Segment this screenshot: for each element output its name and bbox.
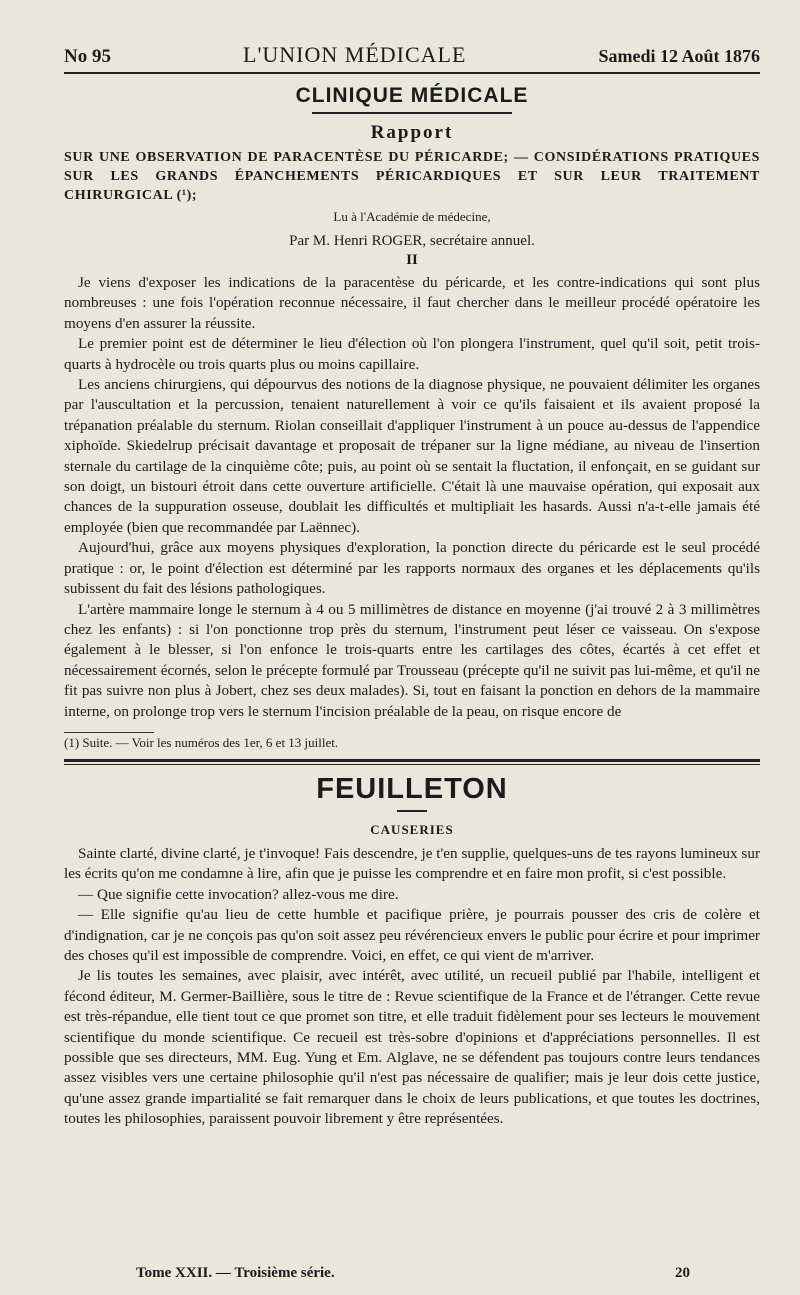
page-footer bbox=[136, 1265, 690, 1282]
paragraph: L'artère mammaire longe le sternum à 4 ou 5 millimètres de distance en moyenne (j'ai trouvé 2 à 3 millimètres chez les enfants) : si l'on ponctionne trop près du sternum, l'instrument peut léser ce vaisseau. On s'expose également à le blesser, si l'on enfonce le trois-quarts entre les cartilages des côtes, écartés à cet effet et nécessairement écornés, selon le précepte formulé par Trousseau (précepte qu'il ne suivit pas lui-même, et qu'il ne fit pas suivre non plus à Jobert, chez ses deux malades). Si, tout en faisant la ponction en dehors de la mammaire interne, on prolonge trop vers le sternum l'incision préalable de la peau, on risque encore de bbox=[64, 600, 760, 720]
feuilleton-body bbox=[64, 844, 760, 1130]
paragraph: Sainte clarté, divine clarté, je t'invoque! Fais descendre, je t'en supplie, quelques-uns de tes rayons lumineux sur les écrits qu'on me condamne à lire, afin que je puisse les comprendre et en faire mon profit, si c'est possible. bbox=[64, 844, 760, 883]
issue-date: Samedi 12 Août 1876 bbox=[598, 46, 760, 66]
article-body bbox=[64, 273, 760, 722]
paragraph: — Elle signifie qu'au lieu de cette humble et pacifique prière, je pourrais pousser des cris de colère et d'indignation, car je ne conçois pas qu'on soit assez peu révérencieux envers le public pour écrire et pour imprimer des choses qu'il est impossible de comprendre. Voici, en effet, ce qui vient de m'arriver. bbox=[64, 906, 760, 964]
title-rule bbox=[312, 112, 512, 114]
paragraph: Je viens d'exposer les indications de la paracentèse du péricarde, et les contre-indications qui sont plus nombreuses : une fois l'opération reconnue nécessaire, il faut chercher dans le meilleur procédé opératoire les moyens d'en assurer la réussite. bbox=[64, 274, 760, 332]
column-title: CAUSERIES bbox=[370, 821, 454, 837]
section-divider bbox=[64, 759, 760, 765]
read-at-line: Lu à l'Académie de médecine, bbox=[333, 209, 491, 224]
part-numeral: II bbox=[406, 252, 418, 268]
title-rule bbox=[397, 810, 427, 812]
footnote-rule bbox=[64, 732, 154, 733]
report-title: Rapport bbox=[370, 122, 454, 143]
paragraph: Aujourd'hui, grâce aux moyens physiques d'exploration, la ponction directe du péricarde est le seul procédé pratique : or, le point d'élection est déterminé par les rapports normaux des organes et les déplacements qu'ils subissent du fait des lésions pathologiques. bbox=[64, 539, 760, 598]
volume-series: Tome XXII. — Troisième série. bbox=[136, 1265, 335, 1281]
report-subtitle: SUR UNE OBSERVATION DE PARACENTÈSE DU PÉRICARDE; — CONSIDÉRATIONS PRATIQUES SUR LES GRANDS ÉPANCHEMENTS PÉRICARDIQUES ET SUR LEUR TRAITEMENT CHIRURGICAL (¹); bbox=[64, 150, 760, 203]
section-title-clinique: CLINIQUE MÉDICALE bbox=[295, 84, 529, 107]
author-line: Par M. Henri ROGER, secrétaire annuel. bbox=[289, 233, 535, 249]
paragraph: Je lis toutes les semaines, avec plaisir, avec intérêt, avec utilité, un recueil publié par l'habile, intelligent et fécond éditeur, M. Germer-Baillière, sous le titre de : Revue scientifique de la France et de l'étranger. Cette revue est très-répandue, elle tient tout ce que promet son titre, et elle traduit fidèlement pour ses lecteurs le mouvement scientifique du monde scientifique. Ce recueil est très-sobre d'opinions et d'appréciations personnelles. Il est possible que ses directeurs, MM. Eug. Yung et Em. Alglave, ne se défendent pas toujours contre leurs tendances assez visibles vers une certaine philosophie qu'il n'est pas nécessaire de qualifier; mais je leur dois cette justice, qu'une assez grande impartialité se fait remarquer dans le choix de leurs publications, et que toutes les doctrines, toutes les philosophies, paraissent pouvoir librement y être représentées. bbox=[64, 967, 760, 1128]
page-header bbox=[64, 42, 760, 74]
paragraph: Le premier point est de déterminer le lieu d'élection où l'on plongera l'instrument, quel qu'il soit, petit trois-quarts à hydrocèle ou trois quarts plus ou moins capillaire. bbox=[64, 335, 760, 373]
issue-number: No 95 bbox=[64, 46, 111, 67]
journal-title: L'UNION MÉDICALE bbox=[243, 42, 467, 67]
section-title-feuilleton: FEUILLETON bbox=[316, 772, 508, 805]
paragraph: Les anciens chirurgiens, qui dépourvus des notions de la diagnose physique, ne pouvaient délimiter les organes par l'auscultation et la percussion, tenaient naturellement à voir ce qu'ils faisaient et ils avaient proposé la trépanation préalable du sternum. Riolan conseillait d'appliquer l'instrument à un pouce au-dessus de l'appendice xiphoïde. Skiedelrup précisait davantage et proposait de trépaner sur la ligne médiane, au niveau de l'insertion sternale du cartilage de la cinquième côte; puis, au point où se sentait la fluctation, il enfonçait, en se guidant sur son doigt, un bistouri étroit dans cette ouverture artificielle. C'était là une mauvaise opération, qui exposait aux chances de la suppuration osseuse, doublait les difficultés et multipliait les hasards. Aussi n'a-t-elle jamais été employée (bien que recommandée par Laënnec). bbox=[64, 376, 760, 536]
page-number: 20 bbox=[675, 1265, 690, 1281]
paragraph: — Que signifie cette invocation? allez-vous me dire. bbox=[78, 885, 399, 903]
footnote: (1) Suite. — Voir les numéros des 1er, 6 et 13 juillet. bbox=[64, 734, 339, 750]
